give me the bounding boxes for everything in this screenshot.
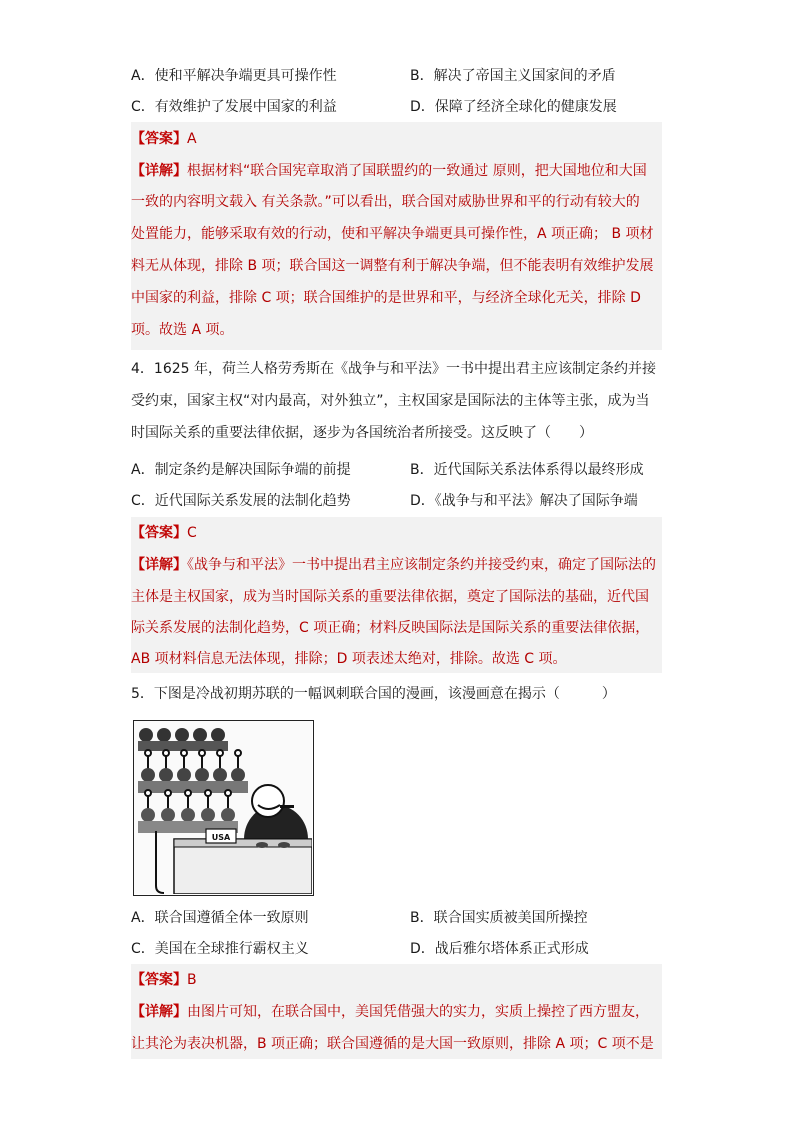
q3-option-c: C．有效维护了发展中国家的利益 bbox=[131, 99, 337, 115]
q3-option-d: D．保障了经济全球化的健康发展 bbox=[410, 99, 617, 115]
q5-detail-line-1: 【详解】由图片可知，在联合国中，美国凭借强大的实力，实质上操控了西方盟友， bbox=[131, 1004, 649, 1020]
q5-option-c: C．美国在全球推行霸权主义 bbox=[131, 941, 309, 957]
q4-answer: 【答案】C bbox=[131, 525, 197, 541]
q4-stem-line-3: 时国际关系的重要法律依据，逐步为各国统治者所接受。这反映了（ ） bbox=[131, 425, 593, 441]
q4-stem-line-2: 受约束，国家主权“对内最高，对外独立”，主权国家是国际法的主体等主张，成为当 bbox=[131, 393, 650, 409]
q5-answer: 【答案】B bbox=[131, 972, 197, 988]
q5-option-d: D．战后雅尔塔体系正式形成 bbox=[410, 941, 589, 957]
q3-detail-line-3: 处置能力，能够采取有效的行动，使和平解决争端更具可操作性，A 项正确； B 项材 bbox=[131, 226, 654, 242]
q3-detail-line-2: 一致的内容明文载入 有关条款。”可以看出，联合国对威胁世界和平的行动有较大的 bbox=[131, 194, 640, 210]
q4-detail-line-2: 主体是主权国家，成为当时国际关系的重要法律依据，奠定了国际法的基础，近代国 bbox=[131, 589, 649, 605]
q4-option-c: C．近代国际关系发展的法制化趋势 bbox=[131, 493, 351, 509]
un-cartoon-image bbox=[133, 720, 314, 896]
q4-option-a: A．制定条约是解决国际争端的前提 bbox=[131, 462, 351, 478]
q5-option-b: B．联合国实质被美国所操控 bbox=[410, 910, 588, 926]
q4-option-d: D．《战争与和平法》解决了国际争端 bbox=[410, 493, 638, 509]
q4-detail-line-3: 际关系发展的法制化趋势，C 项正确；材料反映国际法是国际关系的重要法律依据， bbox=[131, 620, 650, 636]
q5-detail-line-2: 让其沦为表决机器，B 项正确；联合国遵循的是大国一致原则，排除 A 项；C 项不是 bbox=[131, 1036, 654, 1052]
q3-answer: 【答案】A bbox=[131, 131, 197, 147]
q4-option-b: B．近代国际关系法体系得以最终形成 bbox=[410, 462, 644, 478]
cartoon-drawing bbox=[134, 721, 312, 894]
q4-stem-line-1: 4．1625 年，荷兰人格劳秀斯在《战争与和平法》一书中提出君主应该制定条约并接 bbox=[131, 361, 656, 377]
q3-option-b: B．解决了帝国主义国家间的矛盾 bbox=[410, 68, 616, 84]
q3-detail-line-4: 料无从体现，排除 B 项；联合国这一调整有利于解决争端，但不能表明有效维护发展 bbox=[131, 258, 654, 274]
usa-sign: USA bbox=[211, 833, 231, 842]
q4-detail-line-1: 【详解】《战争与和平法》一书中提出君主应该制定条约并接受约束，确定了国际法的 bbox=[131, 557, 656, 573]
q3-detail-line-5: 中国家的利益，排除 C 项；联合国维护的是世界和平，与经济全球化无关，排除 D bbox=[131, 290, 641, 306]
q3-detail-line-1: 【详解】根据材料“联合国宪章取消了国联盟约的一致通过 原则，把大国地位和大国 bbox=[131, 163, 647, 179]
q4-detail-line-4: AB 项材料信息无法体现，排除；D 项表述太绝对，排除。故选 C 项。 bbox=[131, 651, 567, 667]
q5-stem: 5．下图是冷战初期苏联的一幅讽刺联合国的漫画，该漫画意在揭示（ ） bbox=[131, 686, 616, 702]
q3-detail-line-6: 项。故选 A 项。 bbox=[131, 322, 234, 338]
q3-option-a: A．使和平解决争端更具可操作性 bbox=[131, 68, 337, 84]
q5-option-a: A．联合国遵循全体一致原则 bbox=[131, 910, 309, 926]
